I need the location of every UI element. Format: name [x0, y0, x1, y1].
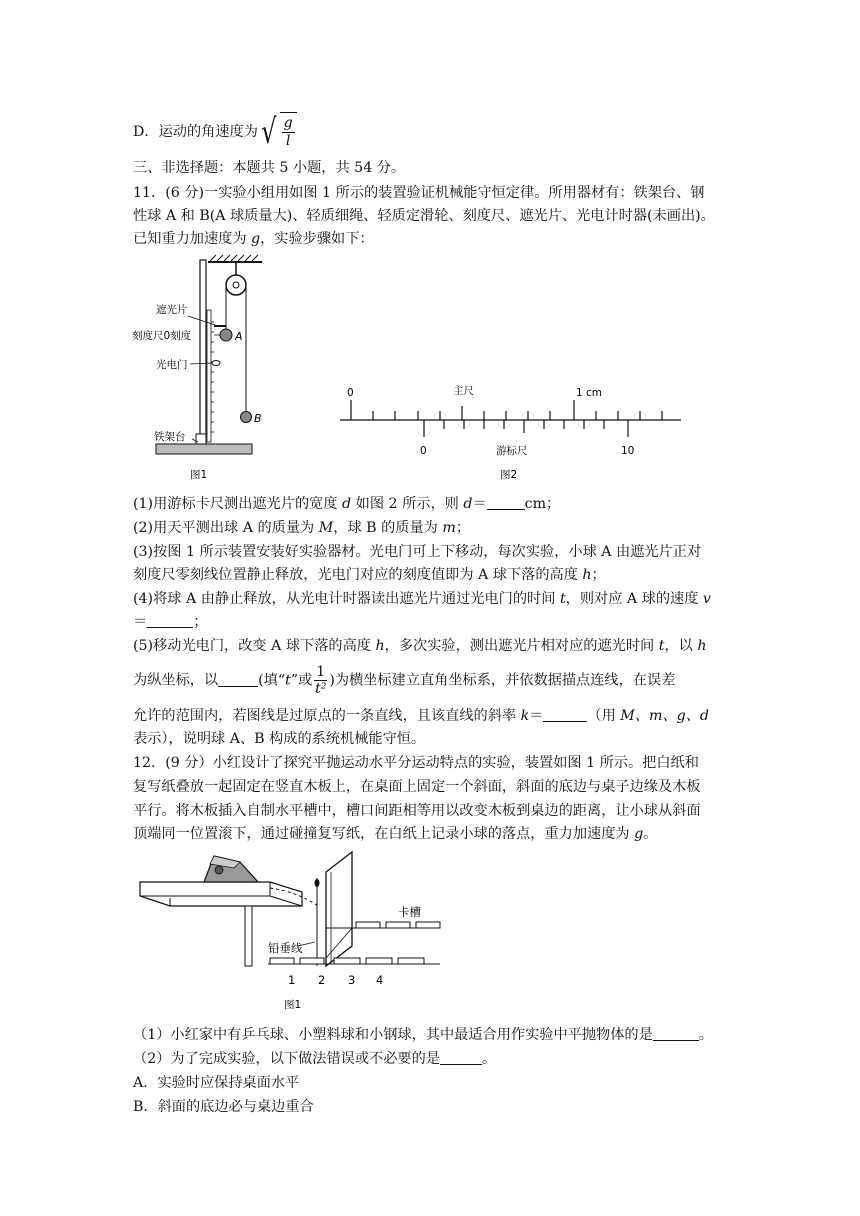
s3l2a: 刻度尺零刻线位置静止释放，光电门对应的刻度值即为 A 球下落的高度 — [133, 567, 583, 583]
sqrt-numerator: g — [283, 115, 293, 131]
s5l2d: )为横坐标建立直角坐标系，并依数据描点连线，在误差 — [329, 672, 676, 689]
slot-num-1: 1 — [288, 973, 296, 987]
blank-wrong[interactable] — [440, 1050, 482, 1065]
s5h: h — [375, 638, 385, 654]
q11-step5-line4: 表示），说明球 A、B 构成的系统机械能守恒。 — [133, 731, 426, 747]
s4t: t — [559, 591, 566, 607]
q11-l3b: ，实验步骤如下： — [260, 231, 374, 247]
q11-line3 — [133, 229, 374, 249]
s3l2b: ； — [591, 567, 606, 583]
label-zero: 刻度尺0刻度 — [132, 330, 192, 342]
label-stand: 铁架台 — [154, 431, 186, 443]
blank-k[interactable] — [543, 707, 587, 722]
s2M: M — [318, 520, 334, 536]
frac-den: t² — [315, 681, 327, 697]
s5t: t — [658, 638, 665, 654]
s2b: ，球 B 的质量为 — [333, 520, 443, 536]
s2c: ； — [455, 520, 471, 536]
q11-step5-line3 — [133, 706, 709, 726]
vernier-label: 游标尺 — [496, 445, 528, 457]
s5l3c: （用 — [587, 708, 621, 724]
s3h: h — [582, 567, 592, 583]
q11-line2: 性球 A 和 B(A 球质量大)、轻质细绳、轻质定滑轮、刻度尺、遮光片、光电计时器(未画出)。 — [133, 208, 715, 224]
figure-apparatus — [130, 254, 280, 486]
q12-part2 — [133, 1049, 496, 1069]
s5k: k — [520, 708, 530, 724]
q11-line1: 11．(6 分)一实验小组用如图 1 所示的装置验证机械能守恒定律。所用器材有：铁架台、钢 — [133, 185, 705, 201]
q12-fig-caption: 图1 — [284, 999, 302, 1011]
label-shade: 遮光片 — [156, 304, 188, 316]
label-slot: 卡槽 — [398, 905, 421, 919]
q12-p2-text: （2）为了完成实验，以下做法错误或不必要的是 — [133, 1051, 440, 1067]
label-gate: 光电门 — [156, 359, 188, 371]
figure-vernier — [338, 382, 688, 482]
q12-option-a: A．实验时应保持桌面水平 — [133, 1075, 300, 1091]
s1e: cm； — [524, 496, 561, 512]
s4v: v — [702, 591, 711, 607]
frac-num: 1 — [316, 664, 326, 680]
main-scale-zero: 0 — [347, 387, 354, 399]
s1c: ＝ — [472, 496, 487, 512]
option-d-text: D．运动的角速度为 — [133, 124, 258, 140]
s4l2b: ； — [193, 614, 208, 630]
s5l2t: t — [285, 672, 291, 689]
s1a: (1)用游标卡尺测出遮光片的宽度 — [133, 496, 343, 512]
s5l1a: (5)移动光电门，改变 A 球下落的高度 — [133, 638, 376, 654]
main-scale-label: 主尺 — [453, 385, 474, 397]
s5l2c: ”或 — [290, 672, 313, 689]
q12-line3: 平行。将木板插入自制水平槽中，槽口间距相等用以改变木板到桌边的距离，让小球从斜面 — [133, 803, 701, 819]
q11-step5-line1 — [133, 636, 706, 656]
s1d2: d — [463, 496, 473, 512]
q12-l4b: 。 — [643, 826, 658, 842]
s5l3vars: M、m、g、d — [620, 708, 709, 724]
vernier-ten: 10 — [621, 445, 635, 457]
option-d — [133, 112, 297, 152]
s4l1b: ，则对应 A 球的速度 — [565, 591, 703, 607]
q11-step1 — [133, 494, 560, 514]
blank-axis[interactable] — [218, 672, 258, 687]
s1b: 如图 2 所示，则 — [351, 496, 464, 512]
q11-step3-line2 — [133, 565, 606, 585]
ball-a-label: A — [235, 330, 243, 343]
q11-l3g: g — [251, 231, 261, 247]
s2a: (2)用天平测出球 A 的质量为 — [133, 520, 319, 536]
s5l3a: 允许的范围内，若图线是过原点的一条直线，且该直线的斜率 — [133, 708, 521, 724]
main-scale-1cm: 1 cm — [576, 387, 603, 399]
figure-projectile — [130, 848, 450, 1016]
blank-ball[interactable] — [653, 1026, 699, 1041]
s1d: d — [342, 496, 352, 512]
s5l2a: 为纵坐标，以 — [133, 672, 219, 689]
s5h2: h — [697, 638, 707, 654]
vernier-zero: 0 — [420, 445, 427, 457]
q11-step4-line2 — [133, 612, 207, 632]
blank-d[interactable] — [487, 495, 525, 510]
q12-option-b: B．斜面的底边必与桌边重合 — [133, 1099, 314, 1115]
q12-l4g: g — [634, 826, 644, 842]
fraction-inv-t2 — [314, 664, 327, 697]
q11-step2 — [133, 518, 470, 538]
s4l2: ＝ — [133, 614, 148, 630]
q12-line1: 12．(9 分）小红设计了探究平抛运动水平分运动特点的实验，装置如图 1 所示。把白纸和 — [133, 755, 699, 771]
slot-num-4: 4 — [376, 973, 384, 987]
section-heading: 三、非选择题：本题共 5 小题，共 54 分。 — [133, 160, 406, 176]
q12-l4a: 顶端同一位置滚下，通过碰撞复写纸，在白纸上记录小球的落点，重力加速度为 — [133, 826, 635, 842]
fig2-caption: 图2 — [500, 469, 518, 481]
s5l2b: (填“ — [258, 672, 286, 689]
label-plumb: 铅垂线 — [268, 941, 303, 955]
q12-p2-end: 。 — [481, 1051, 497, 1067]
s5l1b: ，多次实验，测出遮光片相对应的遮光时间 — [384, 638, 659, 654]
q12-part1 — [133, 1025, 713, 1045]
q12-p1-end: 。 — [698, 1027, 713, 1043]
s2m: m — [442, 520, 456, 536]
q11-step4-line1 — [133, 589, 711, 609]
s5l1c: ，以 — [664, 638, 698, 654]
fig1-caption: 图1 — [190, 469, 208, 481]
q12-p1-text: （1）小红家中有乒乓球、小塑料球和小钢球，其中最适合用作实验中平抛物体的是 — [133, 1027, 653, 1043]
q11-step3-line1: (3)按图 1 所示装置安装好实验器材。光电门可上下移动，每次实验，小球 A 由遮光片正对 — [133, 544, 702, 560]
q12-line4 — [133, 824, 657, 844]
s4l1a: (4)将球 A 由静止释放，从光电计时器读出遮光片通过光电门的时间 — [133, 591, 560, 607]
q12-line2: 复写纸叠放一起固定在竖直木板上，在桌面上固定一个斜面，斜面的底边与桌子边缘及木板 — [133, 779, 701, 795]
slot-num-3: 3 — [348, 973, 356, 987]
s5l3b: ＝ — [529, 708, 544, 724]
blank-v[interactable] — [147, 613, 193, 628]
q11-step5-line2 — [133, 664, 675, 697]
sqrt-denominator: l — [285, 133, 291, 149]
slot-num-2: 2 — [318, 973, 326, 987]
sqrt-expression: √ $\frac{g}{l}$ — [258, 112, 297, 152]
q11-l3a: 已知重力加速度为 — [133, 231, 252, 247]
ball-b-label: B — [254, 412, 262, 425]
